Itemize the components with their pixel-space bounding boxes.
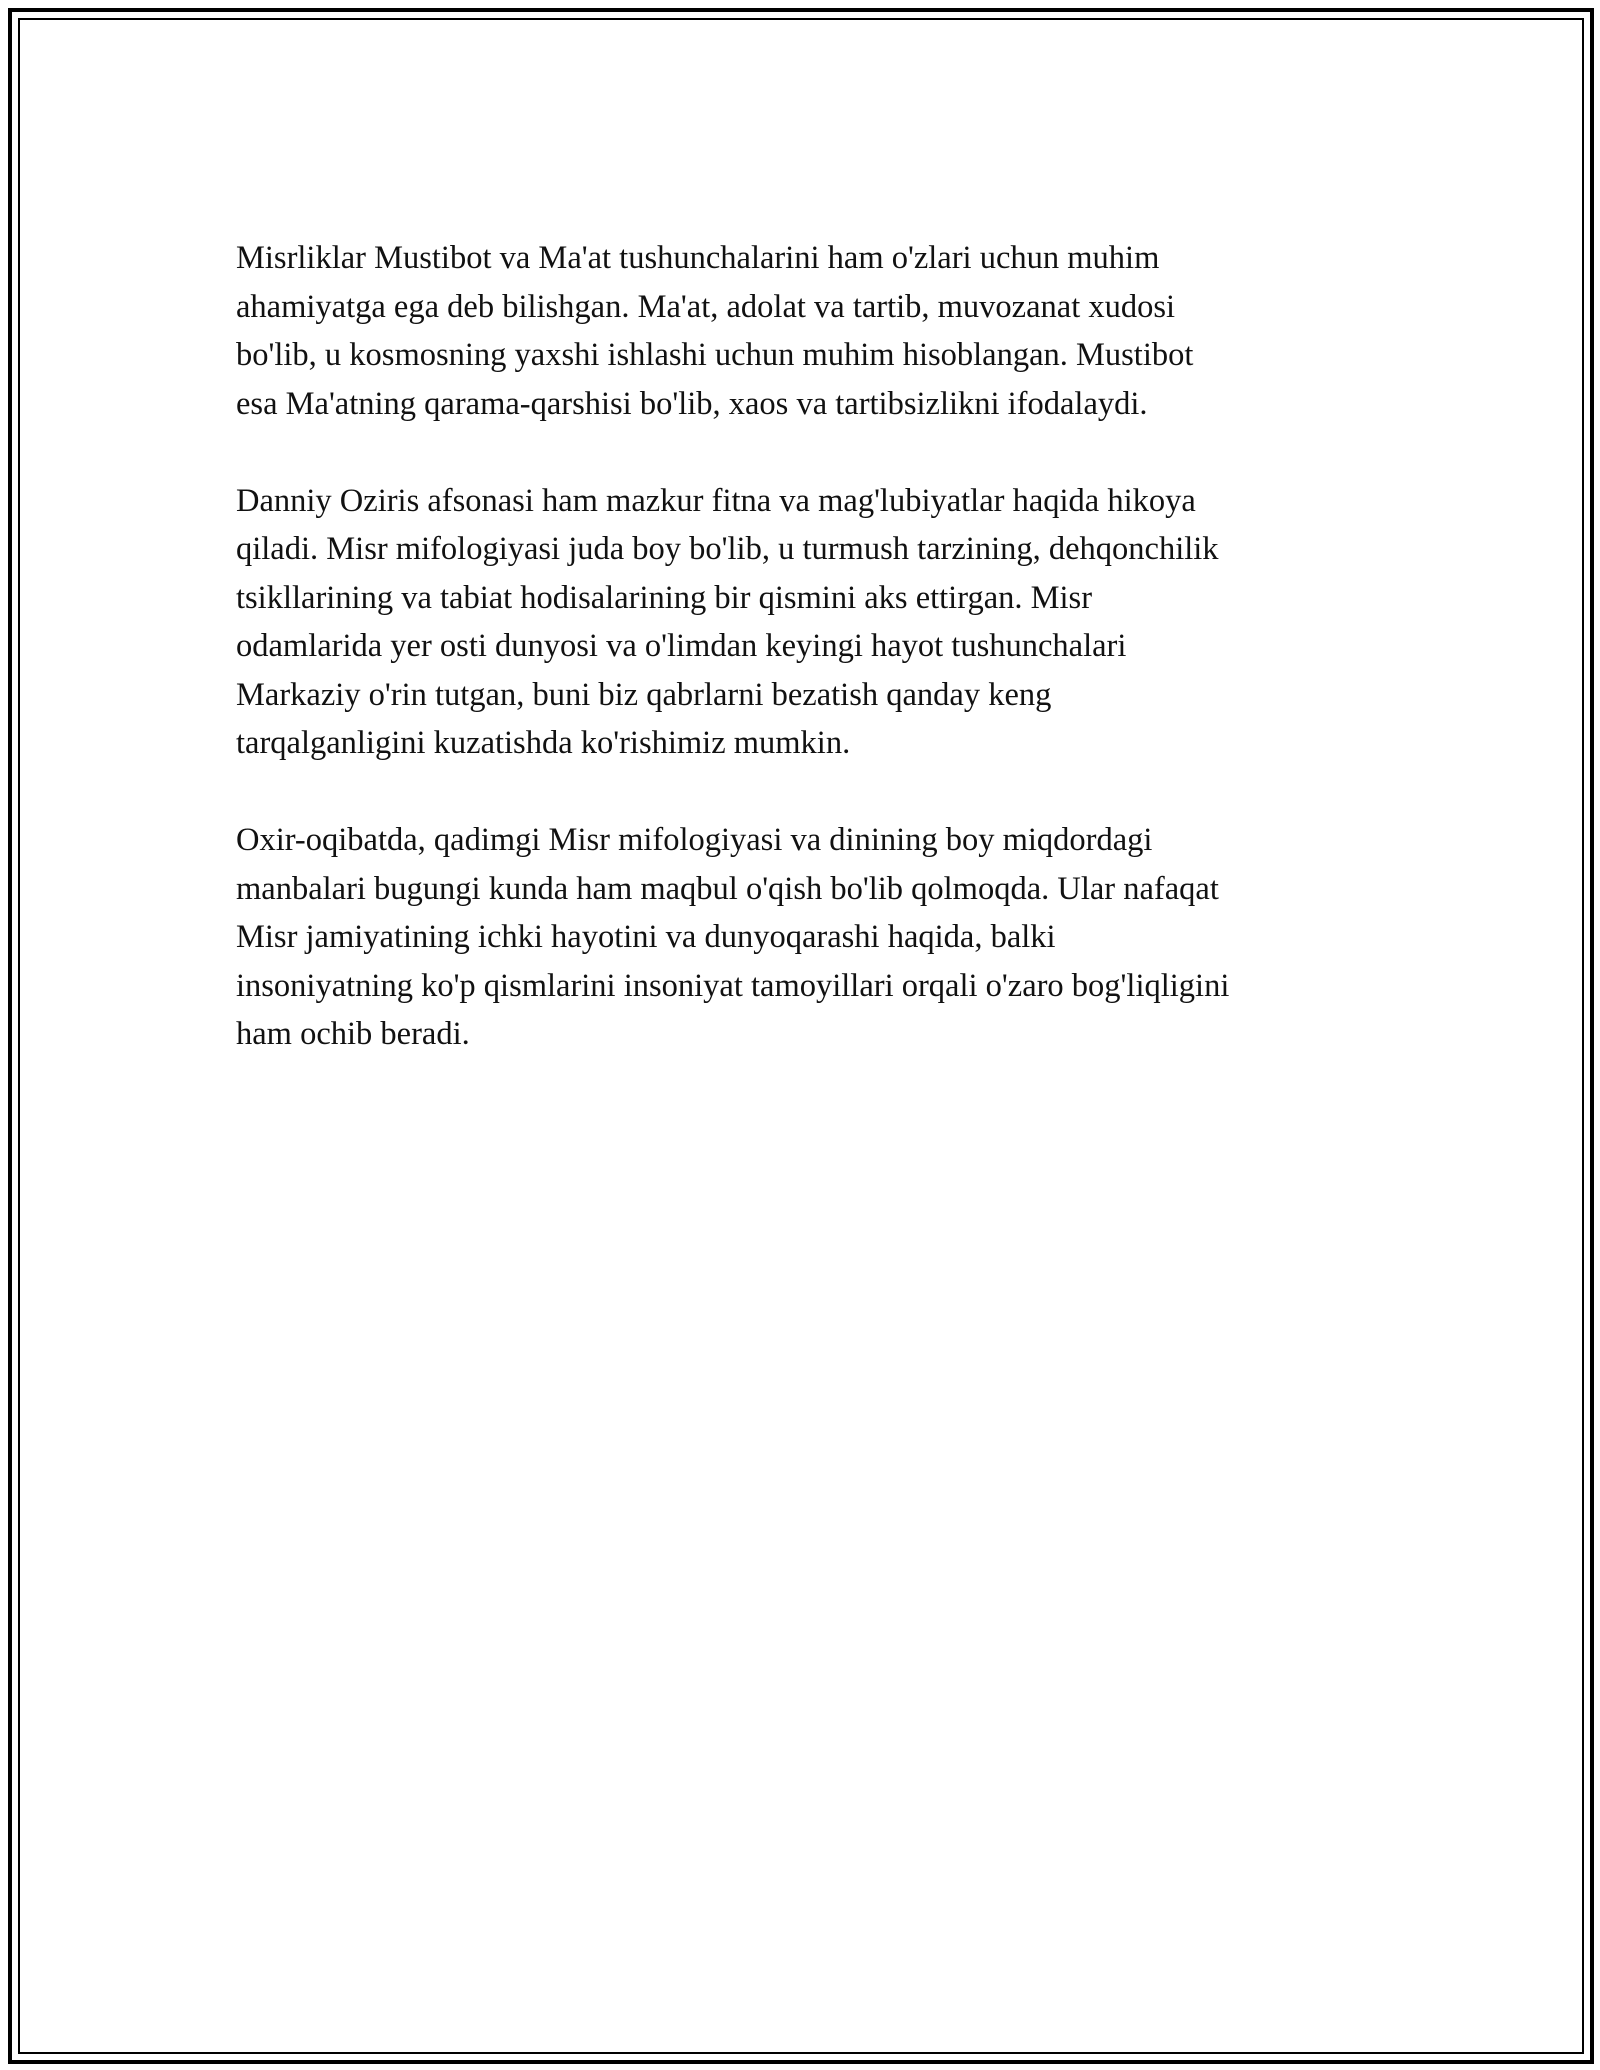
text-line: Markaziy o'rin tutgan, buni biz qabrlarni bezatish qanday keng [236, 676, 1052, 713]
text-line: qiladi. Misr mifologiyasi juda boy bo'lib, u turmush tarzining, dehqonchilik [236, 531, 1219, 567]
text-line: ham ochib beradi. [236, 1016, 470, 1052]
paragraph-1 [236, 234, 1371, 428]
text-line: manbalari bugungi kunda ham maqbul o'qish bo'lib qolmoqda. Ular nafaqat [236, 870, 1219, 907]
text-line: tsikllarining va tabiat hodisalarining bir qismini aks ettirgan. Misr [236, 579, 1093, 616]
text-line: Oxir-oqibatda, qadimgi Misr mifologiyasi va dinining boy miqdordagi [236, 822, 1153, 858]
paragraph-3 [236, 816, 1371, 1059]
text-line: Danniy Oziris afsonasi ham mazkur fitna va mag'lubiyatlar haqida hikoya [236, 482, 1196, 519]
text-line: tarqalganligini kuzatishda ko'rishimiz mumkin. [236, 725, 851, 761]
text-line: odamlarida yer osti dunyosi va o'limdan keyingi hayot tushunchalari [236, 628, 1127, 664]
text-line: Misr jamiyatining ichki hayotini va dunyoqarashi haqida, balki [236, 919, 1056, 955]
text-line: insoniyatning ko'p qismlarini insoniyat tamoyillari orqali o'zaro bog'liqligini [236, 967, 1230, 1004]
text-line: Misrliklar Mustibot va Ma'at tushunchalarini ham o'zlari uchun muhim [236, 240, 1160, 276]
text-line: ahamiyatga ega deb bilishgan. Ma'at, adolat va tartib, muvozanat xudosi [236, 288, 1176, 325]
document-body [236, 234, 1371, 1059]
text-line: bo'lib, u kosmosning yaxshi ishlashi uchun muhim hisoblangan. Mustibot [236, 337, 1194, 373]
paragraph-2 [236, 477, 1371, 768]
text-line: esa Ma'atning qarama-qarshisi bo'lib, xaos va tartibsizlikni ifodalaydi. [236, 385, 1148, 422]
